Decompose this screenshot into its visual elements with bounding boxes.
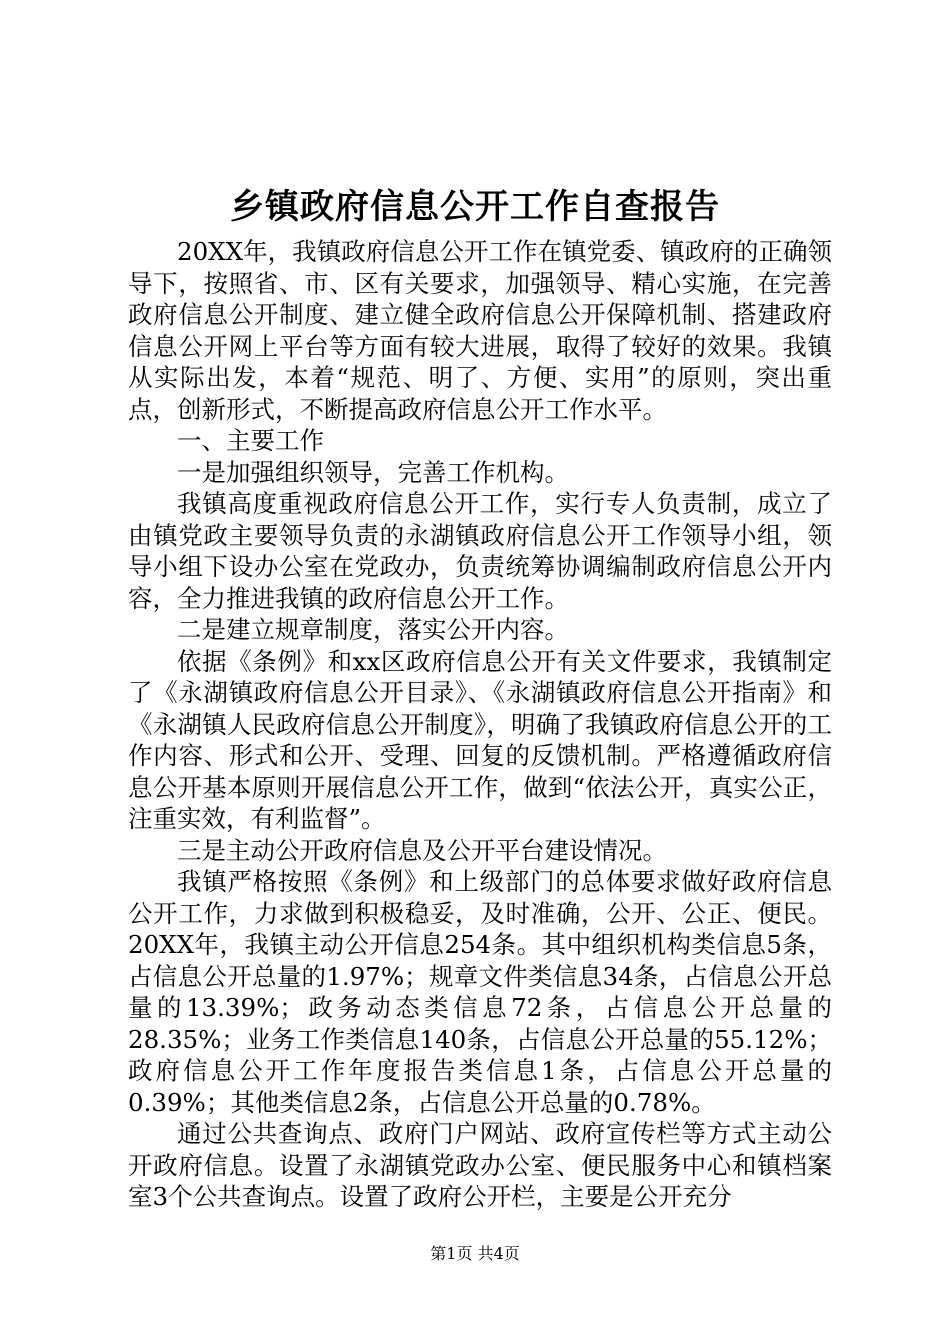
subheading-organization: 一是加强组织领导，完善工作机构。	[177, 457, 569, 487]
paragraph-organization: 我镇高度重视政府信息公开工作，实行专人负责制，成立了由镇党政主要领导负责的永湖镇政府信息公开工作领导小组，领导小组下设办公室在党政办，负责统筹协调编制政府信息公开内容，全力推进我镇的政府信息公开工作。	[128, 489, 832, 613]
paragraph-disclosure-channels: 通过公共查询点、政府门户网站、政府宣传栏等方式主动公开政府信息。设置了永湖镇党政办公室、便民服务中心和镇档案室3个公共查询点。设置了政府公开栏，主要是公开充分	[128, 1119, 832, 1211]
paragraph-disclosure-stats: 我镇严格按照《条例》和上级部门的总体要求做好政府信息公开工作，力求做到积极稳妥，及时准确，公开、公正、便民。20XX年，我镇主动公开信息254条。其中组织机构类信息5条，占信息公开总量的1.97%；规章文件类信息34条，占信息公开总量的13.39%；政务动态类信息72条，占信息公开总量的28.35%；业务工作类信息140条，占信息公开总量的55.12%；政府信息公开工作年度报告类信息1条，占信息公开总量的0.39%；其他类信息2条，占信息公开总量的0.78%。	[128, 867, 832, 1117]
document-title: 乡镇政府信息公开工作自查报告	[230, 187, 720, 227]
document-body	[128, 236, 832, 1213]
subheading-regulations: 二是建立规章制度，落实公开内容。	[177, 615, 569, 644]
subheading-disclosure: 三是主动公开政府信息及公开平台建设情况。	[177, 835, 667, 865]
page-footer: 第1页 共4页	[430, 1244, 520, 1263]
paragraph-regulations: 依据《条例》和xx区政府信息公开有关文件要求，我镇制定了《永湖镇政府信息公开目录》、《永湖镇政府信息公开指南》和《永湖镇人民政府信息公开制度》，明确了我镇政府信息公开的工作内容、形式和公开、受理、回复的反馈机制。严格遵循政府信息公开基本原则开展信息公开工作，做到“依法公开，真实公正，注重实效，有利监督”。	[128, 646, 832, 833]
paragraph-intro: 20XX年，我镇政府信息公开工作在镇党委、镇政府的正确领导下，按照省、市、区有关要求，加强领导、精心实施，在完善政府信息公开制度、建立健全政府信息公开保障机制、搭建政府信息公开网上平台等方面有较大进展，取得了较好的效果。我镇从实际出发，本着“规范、明了、方便、实用”的原则，突出重点，创新形式，不断提高政府信息公开工作水平。	[128, 237, 832, 424]
section-heading-main-work: 一、主要工作	[177, 426, 324, 455]
